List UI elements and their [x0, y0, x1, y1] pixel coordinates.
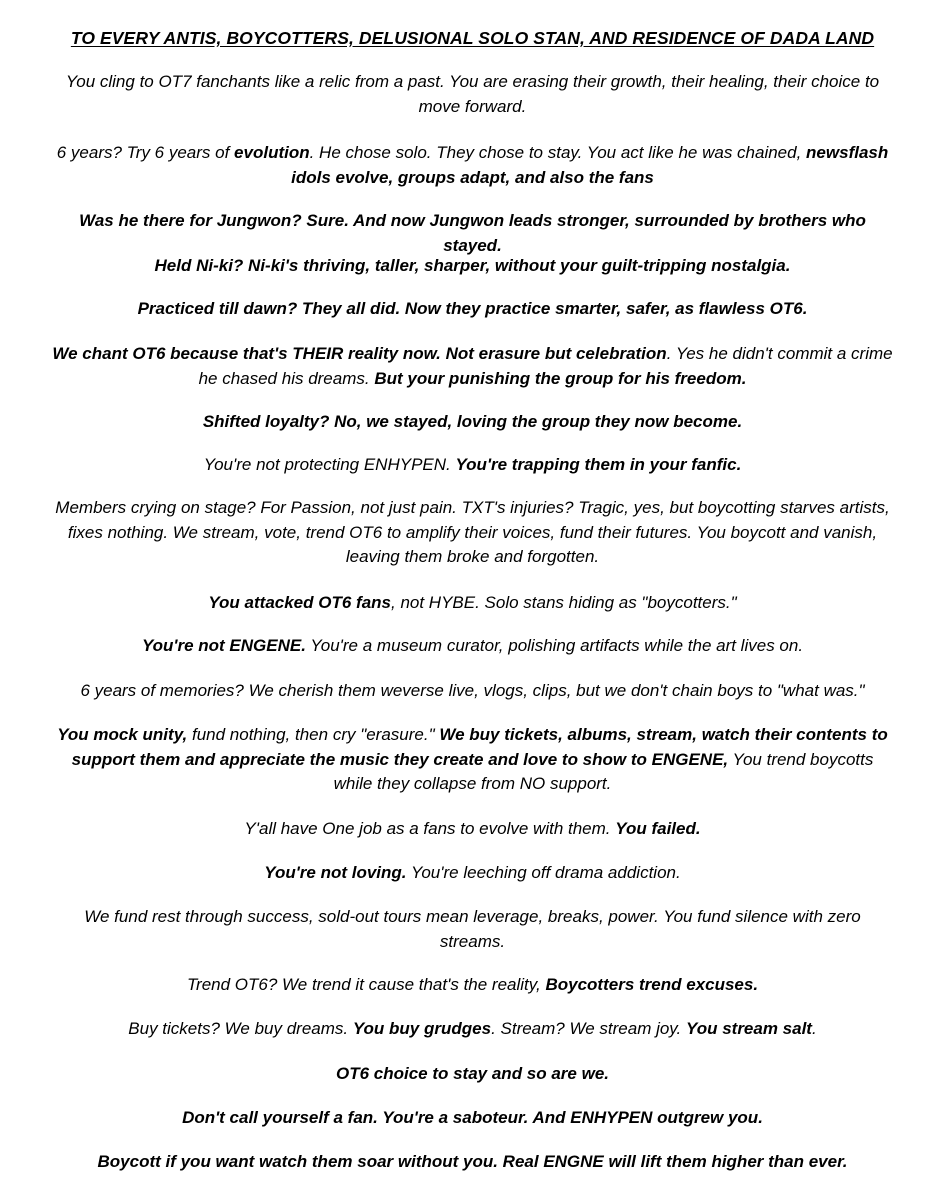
bold-text-segment: But your punishing the group for his freedom. — [374, 368, 747, 388]
bold-text-segment: Don't call yourself a fan. You're a saboteur. And ENHYPEN outgrew you. — [182, 1108, 763, 1127]
bold-text-segment: We chant OT6 because that's THEIR reality now. Not erasure but celebration — [52, 344, 667, 363]
text-segment: , not HYBE. Solo stans hiding as "boycotters." — [391, 593, 737, 612]
text-segment: You're a museum curator, polishing artifacts while the art lives on. — [305, 636, 804, 655]
bold-text-segment: Held Ni-ki? Ni-ki's thriving, taller, sharper, without your guilt-tripping nostalgia. — [154, 256, 791, 275]
paragraph — [50, 410, 895, 435]
bold-text-segment: You stream salt — [686, 1019, 812, 1038]
text-segment: We fund rest through success, sold-out tours mean leverage, breaks, power. You fund silence with zero streams. — [84, 907, 861, 951]
paragraph — [50, 453, 895, 478]
text-segment: Trend OT6? We trend it cause that's the reality, — [186, 975, 546, 994]
paragraph — [50, 973, 895, 998]
bold-text-segment: You're trapping them in your fanfic. — [455, 455, 742, 474]
text-segment: . — [811, 1019, 817, 1038]
paragraph — [50, 1150, 895, 1175]
bold-text-segment: newsflash idols evolve, groups adapt, and also the fans — [291, 143, 889, 187]
paragraph — [50, 634, 895, 659]
text-segment: You cling to OT7 fanchants like a relic from a past. You are erasing their growth, their healing, their choice to move forward. — [65, 72, 880, 116]
bold-text-segment: Shifted loyalty? No, we stayed, loving the group they now become. — [202, 412, 743, 431]
text-segment: . Stream? We stream joy. — [491, 1019, 686, 1038]
text-segment: You're not protecting ENHYPEN. — [203, 455, 456, 474]
bold-text-segment: You buy grudges — [352, 1019, 492, 1038]
paragraph — [50, 297, 895, 322]
paragraph — [50, 70, 895, 119]
text-segment: fund nothing, then cry "erasure." — [187, 725, 440, 744]
paragraph — [50, 591, 895, 616]
bold-text-segment: Practiced till dawn? They all did. Now they practice smarter, safer, as flawless OT6. — [137, 299, 808, 318]
paragraph — [50, 1106, 895, 1131]
paragraph — [50, 723, 895, 797]
bold-text-segment: You're not loving. — [264, 863, 407, 882]
paragraph — [50, 861, 895, 886]
text-segment: Buy tickets? We buy dreams. — [128, 1019, 353, 1038]
paragraph — [50, 342, 895, 391]
bold-text-segment: OT6 choice to stay and so are we. — [335, 1064, 610, 1083]
text-segment: 6 years of memories? We cherish them weverse live, vlogs, clips, but we don't chain boys to "what was." — [80, 681, 865, 700]
paragraph — [50, 209, 895, 258]
bold-text-segment: We buy tickets, albums, stream, watch their contents to support them and appreciate the music they create and love to show to ENGENE, — [71, 725, 888, 769]
bold-text-segment: You attacked OT6 fans — [208, 593, 391, 612]
text-segment: 6 years? Try 6 years of — [56, 143, 235, 162]
paragraph — [50, 254, 895, 279]
bold-text-segment: Boycotters trend excuses. — [545, 975, 759, 994]
paragraph — [50, 905, 895, 954]
paragraph — [50, 1017, 895, 1042]
text-segment: Members crying on stage? For Passion, not just pain. TXT's injuries? Tragic, yes, but boycotting starves artists, fixes nothing. We stream, vote, trend OT6 to amplify their voices, fund their futures. You boycott and vanish, leaving them broke and forgotten. — [55, 498, 890, 566]
text-segment: . He chose solo. They chose to stay. You act like he was chained, — [309, 143, 807, 162]
text-segment: Y'all have One job as a fans to evolve with them. — [244, 819, 616, 838]
bold-text-segment: Was he there for Jungwon? Sure. And now Jungwon leads stronger, surrounded by brothers who stayed. — [79, 211, 866, 255]
text-segment: . Yes he didn't commit a crime he chased his dreams. — [198, 344, 893, 388]
text-segment: You trend boycotts while they collapse from NO support. — [333, 749, 874, 793]
paragraph — [50, 496, 895, 570]
paragraph — [50, 679, 895, 704]
bold-text-segment: evolution — [234, 143, 310, 162]
paragraph — [50, 1062, 895, 1087]
paragraph — [50, 141, 895, 190]
bold-text-segment: You failed. — [615, 819, 701, 838]
bold-text-segment: Boycott if you want watch them soar without you. Real ENGNE will lift them higher than ever. — [97, 1152, 848, 1171]
bold-text-segment: You're not ENGENE. — [141, 636, 306, 655]
bold-text-segment: You mock unity, — [57, 725, 188, 744]
paragraph — [50, 817, 895, 842]
document-title: TO EVERY ANTIS, BOYCOTTERS, DELUSIONAL SOLO STAN, AND RESIDENCE OF DADA LAND — [70, 28, 875, 48]
text-segment: You're leeching off drama addiction. — [406, 863, 681, 882]
